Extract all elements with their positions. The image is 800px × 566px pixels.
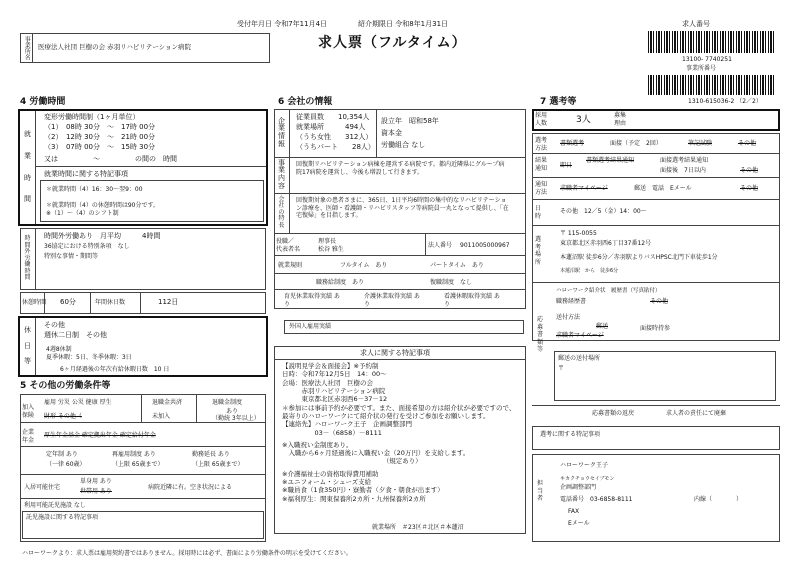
saikoyou: 再雇用制度 あり bbox=[112, 451, 156, 458]
footer-note: ハローワークより：求人票は雇用契約書ではありません。採用時には必ず、書面により労働条件の明示を受けてください。 bbox=[22, 550, 352, 557]
doc-2: 職務経歴書 bbox=[556, 298, 587, 305]
doc-send-strike-2: 求職者マイページ bbox=[556, 332, 604, 339]
company-info-label: 企 業 情 報 bbox=[274, 109, 290, 157]
received-date: 受付年月日 令和7年11月4日 bbox=[237, 20, 328, 28]
doc-label: 応募書類等 bbox=[537, 316, 544, 353]
doc-send-value: 面接時持参 bbox=[640, 325, 671, 332]
place-label: 選考場所 bbox=[535, 236, 542, 266]
tanto-kana: キカクチョウセイブモン bbox=[560, 476, 615, 482]
senko-note: 選考に関する特記事項 bbox=[540, 431, 601, 438]
dorm-strike: 世帯用 あり bbox=[80, 488, 112, 495]
shugyo-jikan-label: 就 業 時 間 bbox=[20, 111, 36, 224]
business-label: 事 業 内 容 bbox=[274, 157, 290, 193]
section-6-title: 6 会社の情報 bbox=[278, 97, 333, 107]
boshu-label: 募集理由 bbox=[614, 112, 627, 127]
saikoyou-sub: （上限 65歳まで） bbox=[112, 461, 164, 468]
tanto-label: 担当者 bbox=[537, 480, 544, 502]
special-footer: 就業場所 ＃23区＃北区＃本蓮沼 bbox=[372, 524, 464, 531]
rules-label: 就業規則 bbox=[278, 262, 303, 269]
annual-value: 112日 bbox=[158, 298, 179, 306]
emp-total: 従業員数 10,354人 bbox=[296, 113, 370, 121]
overtime-36: 36協定における特別条項 なし bbox=[44, 243, 130, 250]
rep-name: 松谷 雅生 bbox=[318, 246, 344, 253]
henrei-value: 求人者の責任にて廃棄 bbox=[666, 410, 727, 417]
hours-note-1: ＊就業時間（4）16：30～翌9：00 bbox=[46, 186, 143, 193]
office-no-label: 事業所番号 bbox=[686, 65, 717, 72]
kekka-strike-2: 書類選考結果通知 bbox=[586, 157, 635, 164]
place-addr: 東京都北区赤羽西6丁目37番12号 bbox=[560, 240, 652, 247]
section-4-title: 4 労働時間 bbox=[20, 97, 66, 107]
page-title: 求人票（フルタイム） bbox=[318, 35, 467, 51]
reinstate: 職務給制度 あり bbox=[316, 279, 365, 286]
holiday-note-1: 4週8休制 bbox=[46, 346, 72, 353]
doc-address-zip: 〒 bbox=[558, 365, 565, 372]
hours-note-label: 就業時間に関する特記事項 bbox=[44, 170, 128, 178]
overtime-label: 時 間 外 労 働 時 間 bbox=[20, 228, 36, 290]
senko-method: 面接（予定 2回） bbox=[610, 140, 662, 147]
holiday-label: 休 日 等 bbox=[20, 318, 36, 375]
teinen-sub: （一律 60歳） bbox=[46, 461, 86, 468]
kekka-value: 面接選考結果通知 bbox=[660, 157, 709, 164]
holiday-week: 週休二日制 その他 bbox=[44, 331, 107, 339]
employer-name: 医療法人社団 巨樹の会 赤羽リハビリテーション病院 bbox=[38, 43, 192, 51]
place-zip: 〒 115-0055 bbox=[560, 230, 597, 237]
saiyo-count: 3人 bbox=[576, 115, 591, 125]
tanto-dept: 企画調整部門 bbox=[560, 484, 597, 491]
teinen: 定年制 あり bbox=[46, 451, 78, 458]
doc-send: 送付方法 bbox=[556, 314, 581, 321]
insurance-strike: 財形 その他（ bbox=[44, 413, 82, 420]
office-no: 1310-615036-2 （2／2） bbox=[688, 98, 762, 105]
corp-no-label: 法人番号 bbox=[428, 242, 453, 249]
paid-leave: 6ヶ月経過後の年次有給休暇日数 10 日 bbox=[60, 366, 170, 373]
retire-fund-value: 未加入 bbox=[152, 413, 171, 420]
kinmu-sub: （上限 65歳まで） bbox=[192, 461, 244, 468]
shift-3: （3） 07時 00分 ～ 15時 30分 bbox=[44, 143, 156, 151]
emp-female: （うち女性 312人） bbox=[296, 133, 373, 141]
childcare: 利用可能託児施設 なし bbox=[24, 502, 86, 509]
tanto-ext: 内線（ ） bbox=[694, 496, 743, 503]
kekka-strike-1: 即日 bbox=[560, 162, 573, 169]
saiyo-box bbox=[532, 109, 780, 131]
retire-sys-note: （勤続 3年以上） bbox=[212, 415, 260, 422]
doc-send-strike-1: 郵送 bbox=[596, 323, 609, 330]
section-7-title: 7 選考等 bbox=[540, 97, 577, 107]
annual-label: 年間休日数 bbox=[95, 299, 126, 306]
kyujin-no: 13100- 7740251 bbox=[682, 56, 732, 63]
feature-label: 会 社 の 特 長 bbox=[274, 193, 290, 233]
kango: 看護休暇取得実績 あり bbox=[444, 293, 500, 308]
kaigo: 介護休業取得実績 あり bbox=[364, 293, 420, 308]
special-title: 求人に関する特記事項 bbox=[360, 349, 430, 357]
senko-strike-2: 筆記試験 bbox=[688, 140, 713, 147]
union: 労働組合 なし bbox=[381, 141, 426, 149]
barcode-office bbox=[648, 75, 776, 95]
feature-text: 回復期対象の患者さまに、365日、1日平均6時間の集中的なリハビリテーション診療を、医師・看護師・リハビリスタッフ等病院員一丸となって提供し、「在宅復帰」を目指します。 bbox=[296, 197, 509, 219]
date-value: その他 12／5（金）14：00～ bbox=[560, 208, 647, 215]
break-label: 休憩時間 bbox=[22, 299, 47, 306]
kekka-value-2: 面接後 7日以内 bbox=[660, 167, 706, 174]
tanto-email: Eメール bbox=[568, 520, 590, 527]
expiry-date: 紹介期限日 令和8年1月31日 bbox=[358, 20, 449, 28]
capital: 資本金 bbox=[381, 129, 402, 137]
retire-sys-value: あり bbox=[226, 408, 239, 415]
kigyo-label: 企業年金 bbox=[22, 429, 35, 444]
notice-label: 通知方法 bbox=[535, 181, 548, 196]
notice-value: 郵送 電話 Eメール bbox=[634, 185, 692, 192]
retire-sys-label: 退職金制度 bbox=[212, 399, 243, 406]
place-access: 本蓮沼駅 徒歩6分／赤羽駅よりバスHPSC北門下車徒歩1分 bbox=[560, 254, 718, 261]
hours-note-2: ＊就業時間（4）の休憩時間は90分です。 bbox=[46, 202, 159, 209]
kyujin-bango-label: 求人番号 bbox=[682, 20, 710, 28]
henrei-label: 応募書類の返戻 bbox=[592, 410, 635, 417]
kekka-label: 結果通知 bbox=[535, 157, 548, 172]
date-label: 日時 bbox=[535, 205, 542, 220]
hours-note-3: ※（1）～（4）のシフト制 bbox=[46, 210, 119, 217]
section-5-title: 5 その他の労働条件等 bbox=[20, 381, 111, 391]
corp-no: 9011005000967 bbox=[460, 242, 510, 249]
insurance: 雇用 労災 公災 健康 厚生 bbox=[44, 399, 112, 406]
senko-strike-1: 書類選考 bbox=[560, 140, 585, 147]
employer-label: 事業所名 bbox=[20, 33, 33, 63]
insurance-label: 加入保険 bbox=[22, 404, 35, 419]
shift-1: （1） 08時 30分 ～ 17時 00分 bbox=[44, 123, 156, 131]
holiday-note-2: 夏季休暇：5日、冬季休暇：3日 bbox=[46, 354, 132, 361]
barcode-top bbox=[648, 31, 776, 53]
notice-strike: 求職者マイページ bbox=[560, 185, 608, 192]
rules-pt: パートタイム あり bbox=[430, 262, 484, 269]
ikuji: 育児休業取得実績 あり bbox=[284, 293, 340, 308]
foreign-label: 外国人雇用実績 bbox=[289, 323, 332, 330]
senko-strike-3: その他 bbox=[738, 140, 757, 147]
retire-fund-label: 退職金共済 bbox=[152, 399, 183, 406]
saiyo-label: 採用人数 bbox=[535, 112, 548, 127]
senko-label: 選考方法 bbox=[535, 137, 548, 152]
emp-site: 就業場所 494人 bbox=[296, 123, 366, 131]
kigyo-strike: 厚生年金基金 確定拠出年金 確定給付年金 bbox=[44, 432, 156, 439]
emp-part: （うちパート 28人） bbox=[296, 143, 375, 151]
break-box bbox=[20, 292, 266, 314]
rep-label: 役職／ 代表者名 bbox=[276, 238, 301, 253]
break-value: 60分 bbox=[60, 298, 76, 306]
rep-title: 理事長 bbox=[318, 238, 337, 245]
place-access-2: 本蓮沼駅 から 徒歩6分 bbox=[560, 268, 619, 274]
shugyo-type: 変形労働時間制（1ヶ月単位） bbox=[44, 113, 140, 121]
dorm: 単身用 あり bbox=[80, 478, 112, 485]
business-text: 回復期リハビリテーション病棟を運営する病院です。都内近隣県にグループ病院17病院を運営し、今後も増設して行きます。 bbox=[296, 161, 505, 176]
tanto-tel: 電話番号 03-6858-8111 bbox=[560, 496, 633, 503]
doc-1: ハローワーク紹介状 履歴書（写真貼付） bbox=[556, 288, 661, 294]
shift-other: 又は ～ の間の 時間 bbox=[44, 155, 177, 163]
holiday-other: その他 bbox=[44, 321, 65, 329]
doc-address: 郵送の送付場所 bbox=[558, 355, 601, 362]
childcare-note: 託児施設に関する特記事項 bbox=[26, 514, 99, 521]
rules-ft: フルタイム あり bbox=[340, 262, 388, 269]
fukushoku: 復職制度 なし bbox=[430, 279, 473, 286]
notice-strike-2: その他 bbox=[740, 185, 759, 192]
kekka-strike-3: その他 bbox=[740, 167, 759, 174]
tanto-fax: FAX bbox=[568, 508, 580, 515]
overtime-note: 特別な事情・期間等 bbox=[44, 253, 99, 260]
shift-2: （2） 12時 30分 ～ 21時 00分 bbox=[44, 133, 156, 141]
special-lines: 【説明見学会＆面接会】※予約制 日時：令和7年12月5日 14：00～ 会場：医療法人社団 巨樹の会 赤羽リハビリテーション病院 東京都北区赤羽西6－37－12 ＊参加には事前予約が必要です。また、面接希望の方は紹介状が必要ですので、最寄りのハローワークにて紹介状の発行を受けご参加をお願いします。 【連絡先】ハローワーク王子 企画調整部門 03－（6858）－8111 ※入職祝い金制度あり。 入職から6ヶ月経過後に入職祝い金（20万円）を支給します。 （規定あり） ※介護福祉士の資格取得費用補助 ※ユニフォーム・シューズ支給 ※職員食（1食350円）・寮勤者（夕食・朝食が出ます） ※福利厚生：関東保養所2カ所・九州保養所2カ所 bbox=[282, 362, 516, 503]
dorm-note: 病院近隣に有。空き状況による bbox=[148, 484, 233, 491]
doc-strike: その他 bbox=[650, 298, 669, 305]
dorm-label: 入居可能住宅 bbox=[24, 484, 61, 491]
established: 設立年 昭和58年 bbox=[381, 117, 439, 125]
tanto-hw: ハローワーク王子 bbox=[560, 462, 609, 469]
kinmu: 勤務延長 あり bbox=[192, 451, 230, 458]
overtime-row: 時間外労働あり 月平均 4時間 bbox=[44, 232, 161, 240]
